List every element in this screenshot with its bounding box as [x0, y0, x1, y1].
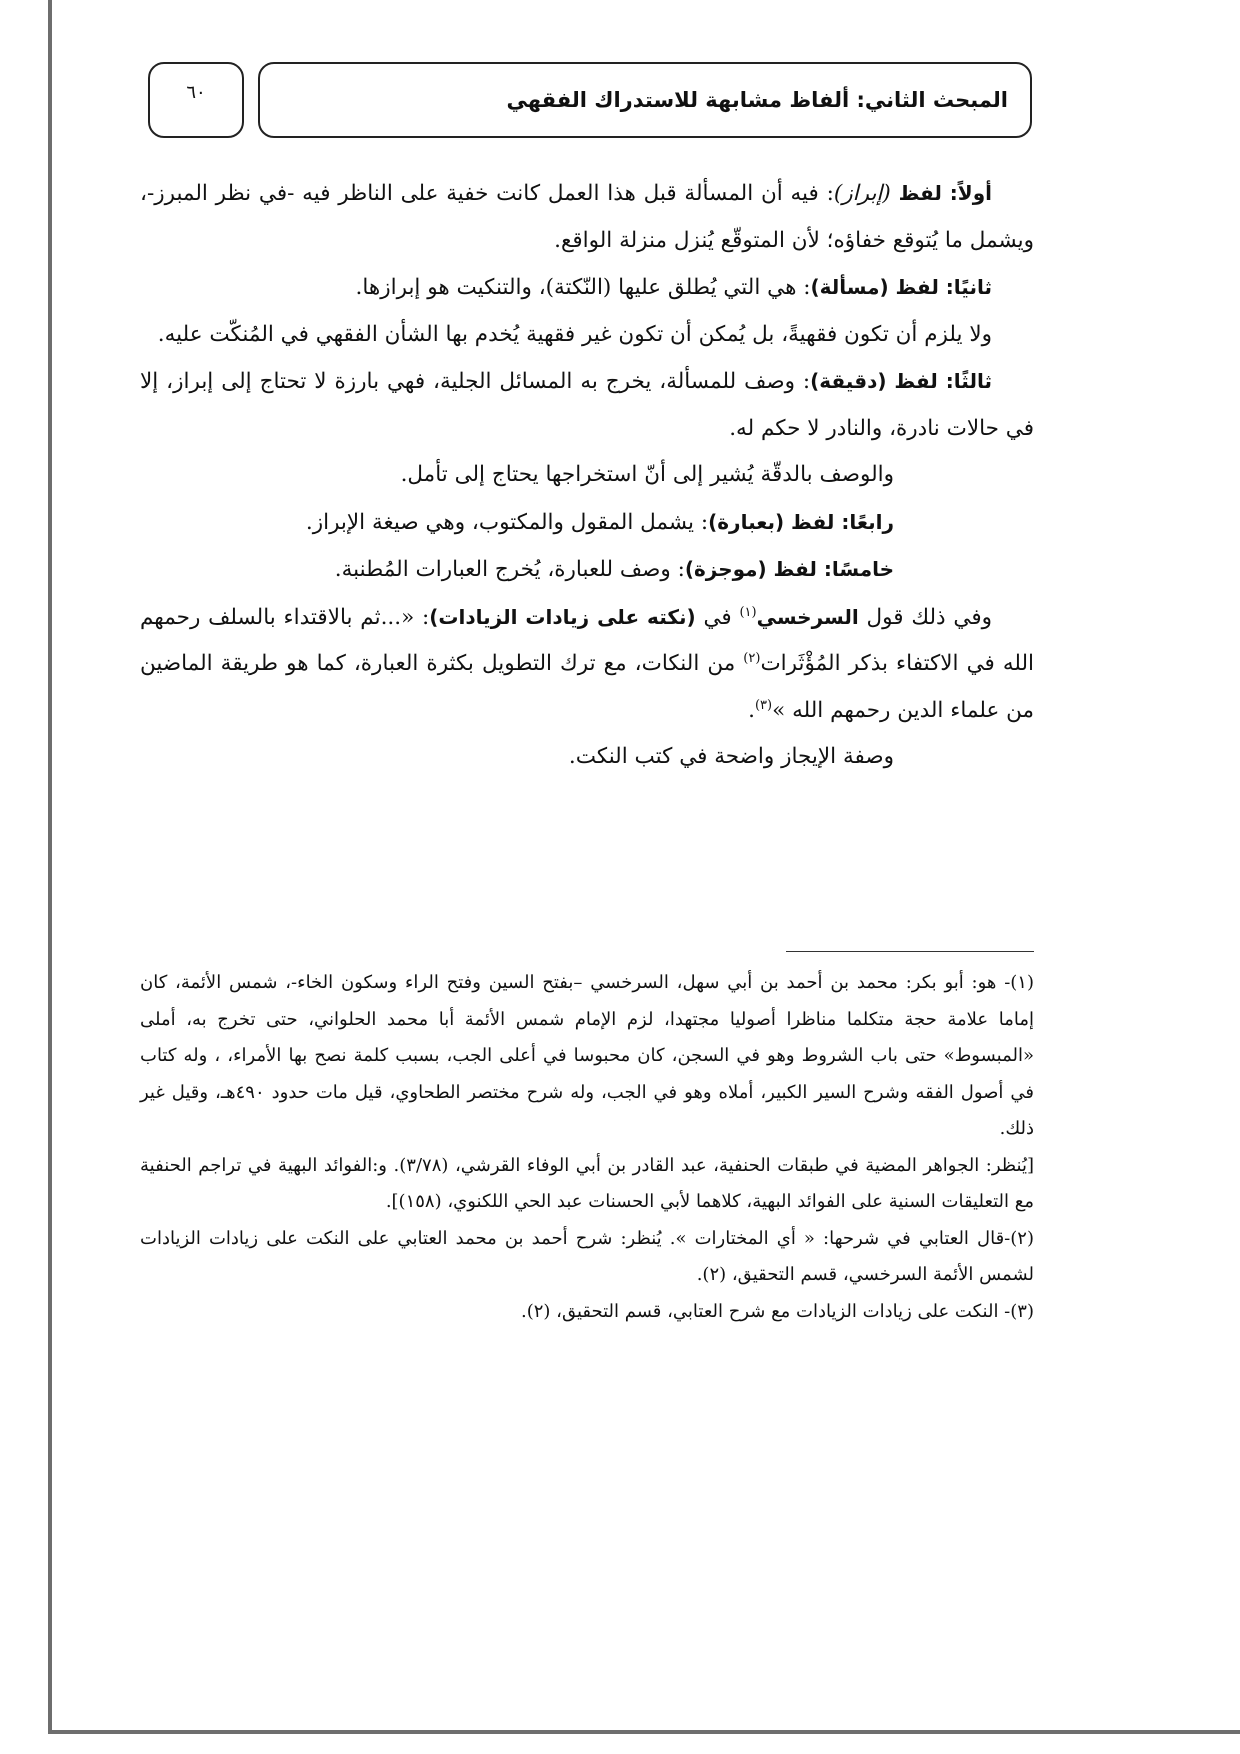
p4-label: ثالثًا: لفظ — [894, 369, 992, 393]
paragraph-3: ولا يلزم أن تكون فقهيةً، بل يُمكن أن تكون غير فقهية يُخدم بها الشأن الفقهي في المُنكّت عليه. — [157, 321, 992, 347]
paragraph-2 — [140, 264, 1034, 312]
p6-text: : يشمل المقول والمكتوب، وهي صيغة الإبراز. — [305, 509, 709, 535]
body-text — [140, 170, 1034, 781]
p1-label: أولاً: لفظ — [898, 181, 992, 205]
p8-author-name: السرخسي — [756, 604, 859, 629]
footnote-1: (١)- هو: أبو بكر: محمد بن أحمد بن أبي سهل، السرخسي –بفتح السين وفتح الراء وسكون الخاء-، شمس الأئمة، كان إماما علامة حجة متكلما مناظرا أصوليا مجتهدا، لزم الإمام شمس الأئمة أبا محمد الحلواني، حتى تخرج به، أملى «المبسوط» حتى باب الشروط وهو في السجن، كان محبوسا في أعلى الجب، بسبب كلمة نصح بها الأمراء، ، وله كتاب في أصول الفقه وشرح السير الكبير، أملاه وهو في الجب، وله شرح مختصر الطحاوي، قيل مات حدود ٤٩٠هـ، وقيل غير ذلك. — [140, 972, 1034, 1139]
page-number: ٦٠ — [186, 82, 206, 103]
p7-label: خامسًا: لفظ — [773, 557, 894, 581]
p6-label: رابعًا: لفظ — [791, 509, 894, 534]
footnote-1-references: [يُنظر: الجواهر المضية في طبقات الحنفية، عبد القادر بن أبي الوفاء القرشي، (٣/٧٨). و:الفوائد البهية في تراجم الحنفية مع التعليقات السنية على الفوائد البهية، كلاهما لأبي الحسنات عبد الحي اللكنوي، (١٥٨)]. — [140, 1154, 1034, 1212]
p1-term: (إبراز) — [833, 181, 891, 206]
p7-term: (موجزة) — [684, 557, 767, 581]
footnotes — [140, 965, 1034, 1330]
footnote-3: (٣)- النكت على زيادات الزيادات مع شرح العتابي، قسم التحقيق، (٢). — [520, 1300, 1034, 1322]
paragraph-4 — [140, 358, 1034, 452]
p8-b: في — [695, 604, 740, 630]
p4-text: : وصف للمسألة، يخرج به المسائل الجلية، فهي بارزة لا تحتاج إلى إبراز، إلا في حالات نادرة، والنادر لا حكم له. — [140, 369, 1034, 441]
p8-d: من النكات، مع ترك التطويل بكثرة العبارة، كما هو طريقة الماضين من علماء الدين رحمهم الله » — [140, 651, 1034, 723]
p6-term: (بعبارة) — [708, 509, 785, 534]
p8-c: : «...ثم بالاقتداء بالسلف رحمهم الله في الاكتفاء بذكر المُؤْثَرات — [140, 604, 1035, 676]
p8-e: . — [748, 697, 755, 723]
footnote-ref-3[interactable]: (٣) — [754, 697, 773, 713]
p2-label: ثانيًا: لفظ — [895, 275, 992, 299]
running-header-title — [258, 62, 1032, 138]
paragraph-8 — [140, 594, 1034, 735]
header-title-text: المبحث الثاني: ألفاظ مشابهة للاستدراك الفقهي — [506, 88, 1008, 112]
p7-text: : وصف للعبارة، يُخرج العبارات المُطنبة. — [334, 557, 685, 582]
paragraph-5: والوصف بالدقّة يُشير إلى أنّ استخراجها يحتاج إلى تأمل. — [400, 462, 894, 487]
paragraph-9: وصفة الإيجاز واضحة في كتب النكت. — [568, 744, 894, 769]
p8-book-title: (نكته على زيادات الزيادات) — [429, 604, 696, 629]
p2-text: : هي التي يُطلق عليها (النّكتة)، والتنكيت هو إبرازها. — [355, 275, 811, 300]
paragraph-1 — [140, 170, 1034, 264]
footnote-divider — [786, 951, 1034, 952]
page-number-box — [148, 62, 244, 138]
p1-text: : فيه أن المسألة قبل هذا العمل كانت خفية على الناظر فيه -في نظر المبرز-، ويشمل ما يُتوقع خفاؤه؛ لأن المتوقّع يُنزل منزلة الواقع. — [140, 181, 1034, 253]
p8-a: وفي ذلك قول — [858, 604, 992, 630]
p2-term: (مسألة) — [810, 275, 889, 299]
paragraph-6 — [140, 499, 1034, 547]
footnote-ref-2[interactable]: (٢) — [743, 650, 761, 666]
footnote-2: (٢)-قال العتابي في شرحها: « أي المختارات ». يُنظر: شرح أحمد بن محمد العتابي على النكت على زيادات الزيادات لشمس الأئمة السرخسي، قسم التحقيق، (٢). — [140, 1227, 1034, 1285]
paragraph-7 — [140, 546, 1034, 594]
p4-term: (دقيقة) — [810, 369, 887, 393]
footnote-ref-1[interactable]: (١) — [739, 604, 757, 620]
